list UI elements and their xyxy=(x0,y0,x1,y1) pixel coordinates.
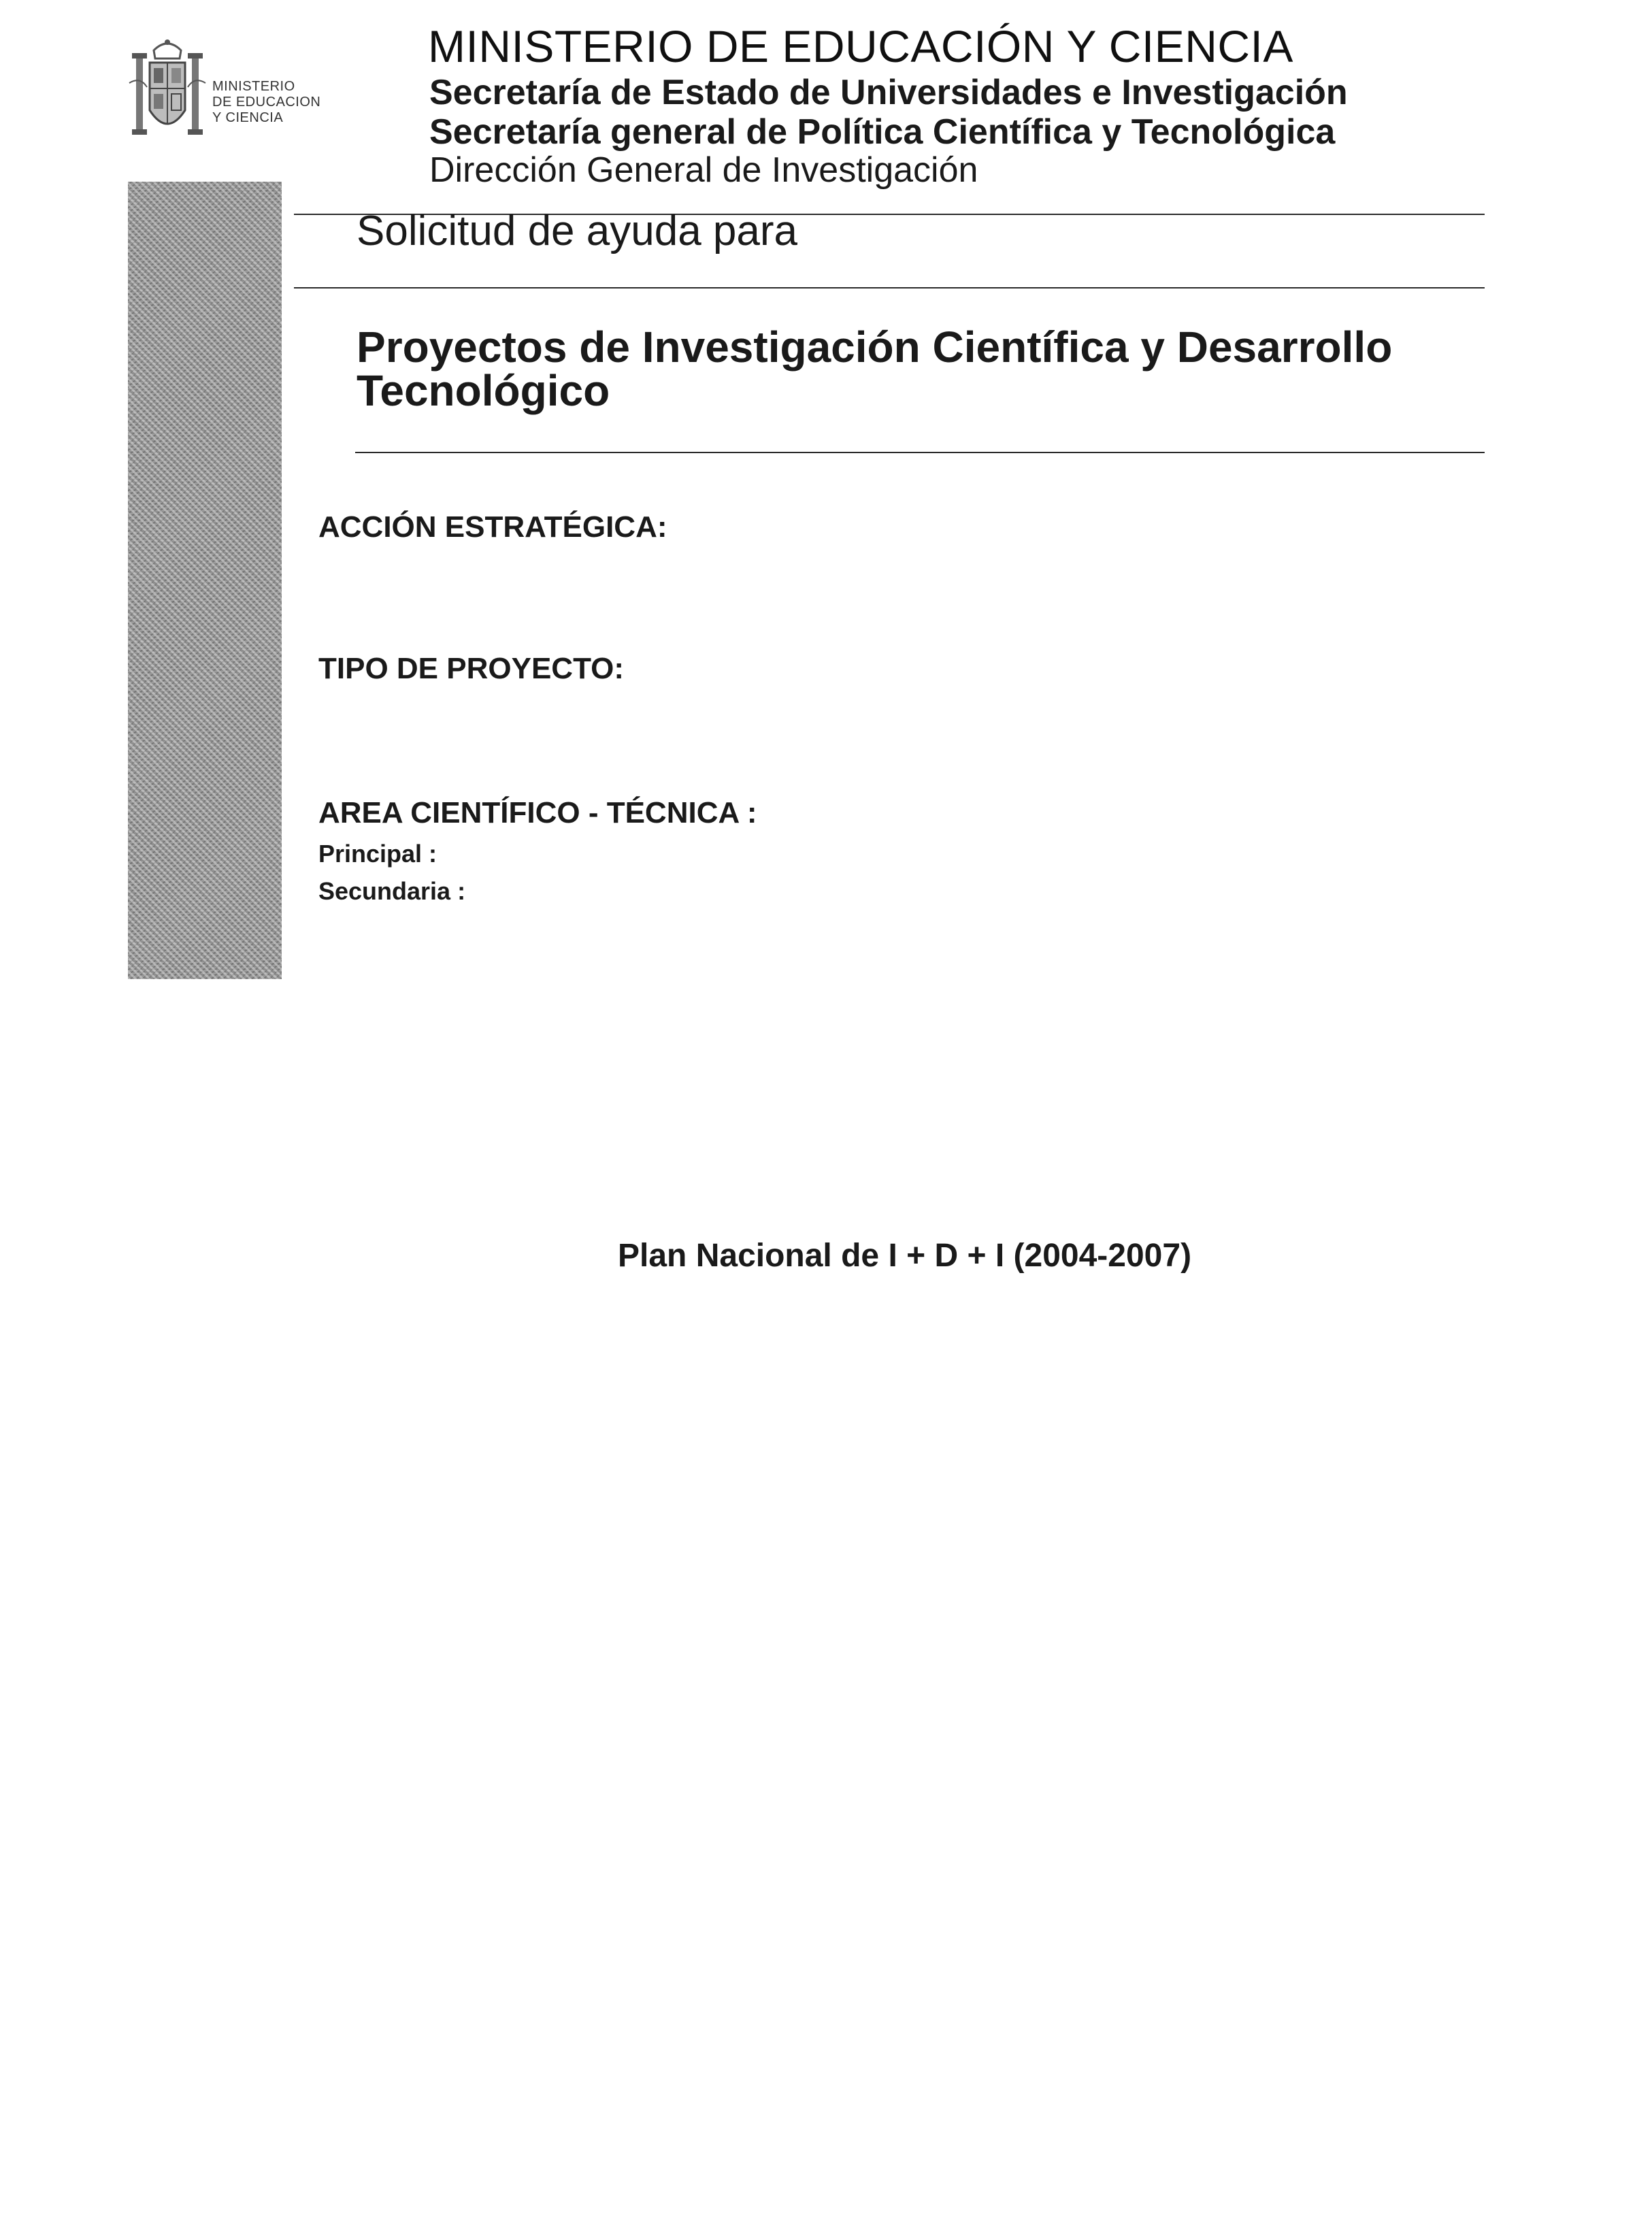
solicitud-heading: Solicitud de ayuda para xyxy=(357,208,798,254)
area-principal-label: Principal : xyxy=(318,840,437,868)
divider xyxy=(355,452,1485,453)
secretaria-estado: Secretaría de Estado de Universidades e Investigación xyxy=(429,73,1348,112)
ministry-logo xyxy=(127,35,358,151)
area-cientifico-tecnica-label: AREA CIENTÍFICO - TÉCNICA : xyxy=(318,796,757,829)
divider xyxy=(294,287,1485,289)
logo-line-3: Y CIENCIA xyxy=(212,110,284,125)
logo-line-2: DE EDUCACION xyxy=(212,95,321,110)
area-secundaria-label: Secundaria : xyxy=(318,877,466,905)
programa-title xyxy=(357,323,1513,415)
programa-title-line-2: Tecnológico xyxy=(357,366,610,415)
secretaria-general: Secretaría general de Política Científica y Tecnológica xyxy=(429,112,1336,152)
logo-caption xyxy=(212,79,320,126)
direccion-general: Dirección General de Investigación xyxy=(429,150,978,190)
plan-nacional-footer: Plan Nacional de I + D + I (2004-2007) xyxy=(618,1238,1192,1274)
programa-title-line-1: Proyectos de Investigación Científica y Desarrollo xyxy=(357,323,1393,372)
coat-of-arms-icon xyxy=(127,35,208,151)
logo-line-1: MINISTERIO xyxy=(212,79,295,94)
tipo-proyecto-label: TIPO DE PROYECTO: xyxy=(318,652,625,685)
scanned-grey-sidebar xyxy=(128,182,282,979)
ministry-title: MINISTERIO DE EDUCACIÓN Y CIENCIA xyxy=(428,21,1293,71)
accion-estrategica-label: ACCIÓN ESTRATÉGICA: xyxy=(318,510,667,544)
